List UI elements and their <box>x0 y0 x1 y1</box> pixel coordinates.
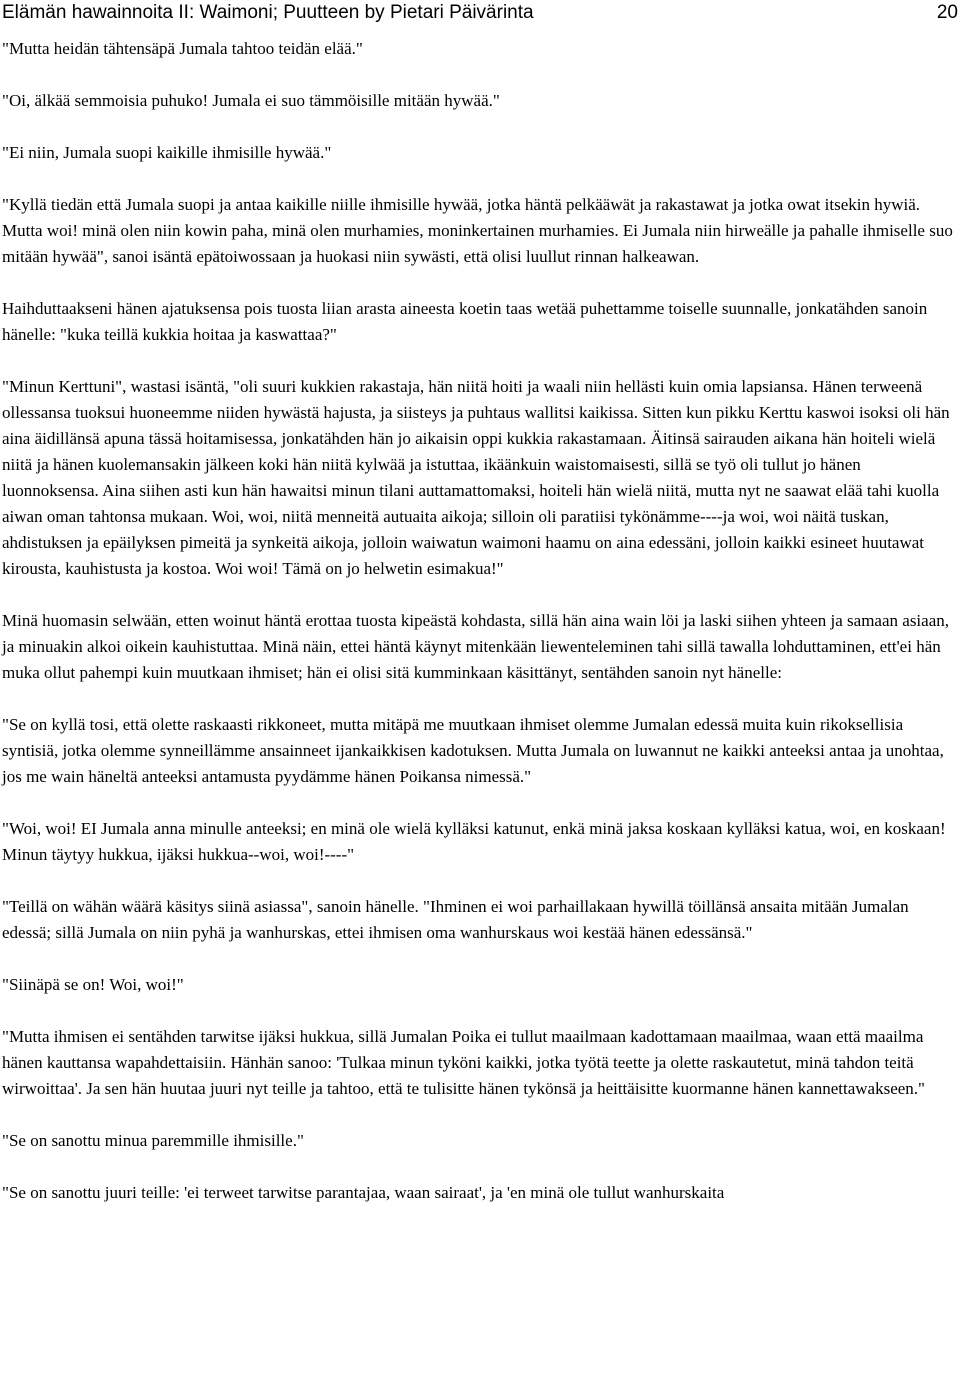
page-number: 20 <box>936 2 958 23</box>
paragraph: "Woi, woi! EI Jumala anna minulle anteeksi; en minä ole wielä kylläksi katunut, enkä minä jaksa koskaan kylläksi katua, woi, en koskaan! Minun täytyy hukkua, ijäksi hukkua--woi, woi!----" <box>2 819 946 864</box>
paragraph: "Se on sanottu juuri teille: 'ei terweet tarwitse parantajaa, waan sairaat', ja 'en minä ole tullut wanhurskaita <box>2 1183 725 1202</box>
document-title: Elämän hawainnoita II: Waimoni; Puutteen by Pietari Päivärinta <box>2 2 534 23</box>
paragraph: "Mutta ihmisen ei sentähden tarwitse ijäksi hukkua, sillä Jumalan Poika ei tullut maailmaan kadottamaan maailmaa, waan että maailma hänen kauttansa wapahdettaisiin. Hänhän sanoo: 'Tulkaa minun tyköni kaikki, jotka työtä teette ja olette raskautetut, minä tahdon teitä wirwoittaa'. Ja sen hän huutaa juuri nyt teille ja tahtoo, että te tulisitte hänen tykönsä ja heittäisitte kuormanne hänen kannettawakseen." <box>2 1027 925 1098</box>
paragraph: "Se on kyllä tosi, että olette raskaasti rikkoneet, mutta mitäpä me muutkaan ihmiset olemme Jumalan edessä muita kuin rikoksellisia syntisiä, jotka olemme synneillämme ansainneet ijankaikkisen kadotuksen. Mutta Jumala on luwannut ne kaikki anteeksi antaa ja unohtaa, jos me wain häneltä anteeksi antamusta pyydämme hänen Poikansa nimessä." <box>2 715 944 786</box>
paragraph: "Kyllä tiedän että Jumala suopi ja antaa kaikille niille ihmisille hywää, jotka häntä pelkääwät ja rakastawat ja jotka owat itsekin hywiä. Mutta woi! minä olen niin kowin paha, minä olen murhamies, moninkertainen murhamies. Ei Jumala niin hirweälle ja pahalle ihmiselle suo mitään hywää", sanoi isäntä epätoiwossaan ja huokasi niin sywästi, että olisi luullut rinnan halkeawan. <box>2 195 953 266</box>
paragraph: Haihduttaakseni hänen ajatuksensa pois tuosta liian arasta aineesta koetin taas wetää puhettamme toiselle suunnalle, jonkatähden sanoin hänelle: "kuka teillä kukkia hoitaa ja kaswattaa?" <box>2 299 928 344</box>
paragraph: "Siinäpä se on! Woi, woi!" <box>2 975 184 994</box>
paragraph: "Minun Kerttuni", wastasi isäntä, "oli suuri kukkien rakastaja, hän niitä hoiti ja waali niin hellästi kuin omia lapsiansa. Hänen terweenä ollessansa tuoksui huoneemme niiden hywästä hajusta, ja siisteys ja puhtaus wallitsi kaikissa. Sitten kun pikku Kerttu kaswoi isoksi oli hän aina äidillänsä apuna tässä hoitamisessa, jonkatähden hän jo aikaisin oppi kukkia rakastamaan. Äitinsä sairauden aikana hän hoiteli wielä niitä ja hänen kuolemansakin jälkeen koki hän niitä kylwää ja istuttaa, ikäänkuin waistomaisesti, sillä se työ oli tullut jo hänen luonnoksensa. Aina siihen asti kun hän hawaitsi minun tilani auttamattomaksi, hoiteli hän wielä niitä, mutta nyt ne saawat elää tahi kuolla aiwan oman tahtonsa mukaan. Woi, woi, niitä menneitä autuaita aikoja; silloin oli paratiisi tykönämme----ja woi, woi näitä tuskan, ahdistuksen ja epäilyksen pimeitä ja synkeitä aikoja, jolloin waiwatun waimoni haamu on aina edessäni, jolloin kaikki esineet huutawat kirousta, kauhistusta ja kostoa. Woi woi! Tämä on jo helwetin esimakua!" <box>2 377 950 578</box>
paragraph: "Mutta heidän tähtensäpä Jumala tahtoo teidän elää." <box>2 39 363 58</box>
paragraph: "Se on sanottu minua paremmille ihmisille." <box>2 1131 304 1150</box>
paragraph: "Ei niin, Jumala suopi kaikille ihmisille hywää." <box>2 143 332 162</box>
paragraph: "Teillä on wähän wäärä käsitys siinä asiassa", sanoin hänelle. "Ihminen ei woi parhaillakaan hywillä töillänsä ansaita mitään Jumalan edessä; sillä Jumala on niin pyhä ja wanhurskas, ettei ihmisen oma wanhurskaus woi kestää hänen edessänsä." <box>2 897 909 942</box>
paragraph: Minä huomasin selwään, etten woinut häntä erottaa tuosta kipeästä kohdasta, sillä hän aina wain löi ja laski siihen yhteen ja samaan asiaan, ja minuakin alkoi oikein kauhistuttaa. Minä näin, ettei häntä käynyt mitenkään liewenteleminen tahi sillä tawalla lohduttaminen, ett'ei hän muka ollut pahempi kuin muutkaan ihmiset; hän ei olisi sitä kumminkaan käsittänyt, sentähden sanoin nyt hänelle: <box>2 611 949 682</box>
document-body <box>2 36 956 1232</box>
paragraph: "Oi, älkää semmoisia puhuko! Jumala ei suo tämmöisille mitään hywää." <box>2 91 500 110</box>
page-header <box>2 0 958 26</box>
